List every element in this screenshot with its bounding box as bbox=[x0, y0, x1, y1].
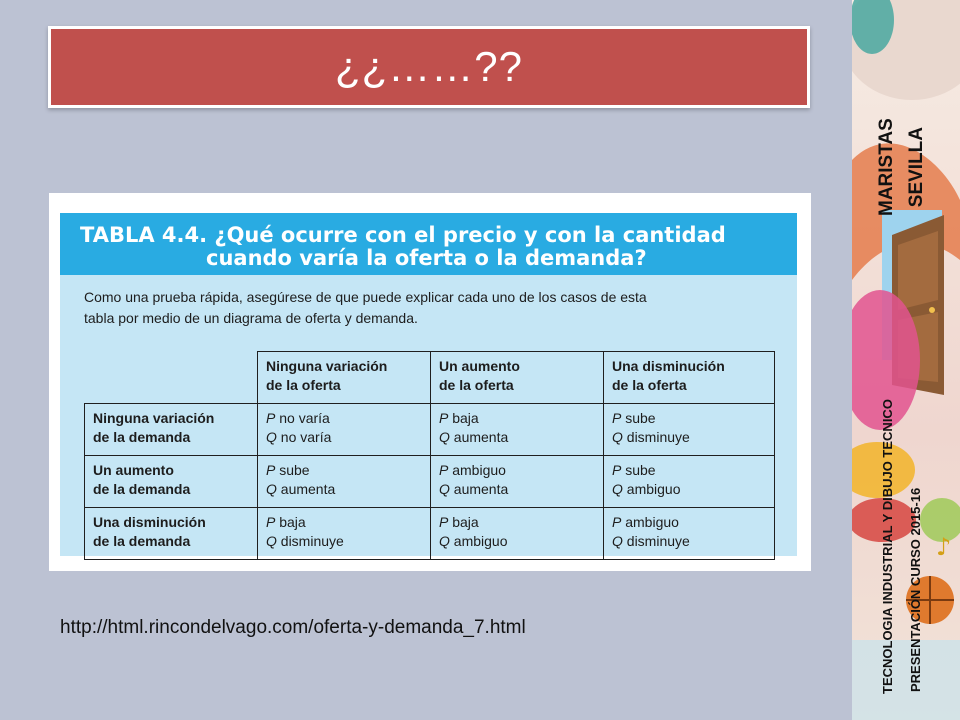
quantity-symbol: Q bbox=[439, 429, 450, 445]
price-symbol: P bbox=[266, 462, 276, 478]
row-header bbox=[85, 456, 258, 508]
row-header-line-1: Un aumento bbox=[93, 462, 174, 478]
quantity-effect: aumenta bbox=[449, 429, 509, 445]
quantity-effect: disminuye bbox=[622, 533, 690, 549]
price-effect: baja bbox=[275, 514, 306, 530]
intro-line-1: Como una prueba rápida, asegúrese de que puede explicar cada uno de los casos de esta bbox=[84, 289, 647, 305]
quantity-symbol: Q bbox=[439, 481, 450, 497]
quantity-symbol: Q bbox=[266, 429, 277, 445]
table-row bbox=[85, 508, 775, 560]
quantity-effect: aumenta bbox=[276, 481, 336, 497]
column-header-line-1: Una disminución bbox=[612, 358, 725, 374]
quantity-effect: ambiguo bbox=[449, 533, 508, 549]
svg-text:♪: ♪ bbox=[936, 533, 952, 561]
price-symbol: P bbox=[612, 462, 622, 478]
price-symbol: P bbox=[439, 410, 449, 426]
row-header bbox=[85, 404, 258, 456]
table-row bbox=[85, 456, 775, 508]
table-heading-line-2: cuando varía la oferta o la demanda? bbox=[206, 246, 647, 270]
table-cell bbox=[431, 508, 604, 560]
row-header-line-2: de la demanda bbox=[93, 533, 191, 549]
table-cell bbox=[258, 456, 431, 508]
price-effect: no varía bbox=[275, 410, 330, 426]
quantity-symbol: Q bbox=[612, 481, 623, 497]
row-header-line-1: Ninguna variación bbox=[93, 410, 215, 426]
row-header-line-2: de la demanda bbox=[93, 429, 191, 445]
price-symbol: P bbox=[439, 514, 449, 530]
supply-demand-table-image bbox=[49, 193, 811, 571]
table-cell bbox=[431, 456, 604, 508]
column-header-line-1: Un aumento bbox=[439, 358, 520, 374]
price-symbol: P bbox=[612, 514, 622, 530]
slide-title-bar bbox=[48, 26, 810, 108]
course-line-2: PRESENTACIÓN CURSO 2015-16 bbox=[908, 487, 923, 692]
column-header bbox=[431, 352, 604, 404]
brand-line-1: MARISTAS bbox=[876, 118, 897, 216]
table-panel bbox=[60, 213, 797, 556]
row-header bbox=[85, 508, 258, 560]
quantity-symbol: Q bbox=[612, 533, 623, 549]
price-symbol: P bbox=[266, 514, 276, 530]
brand-line-2: SEVILLA bbox=[906, 126, 927, 208]
column-header-line-2: de la oferta bbox=[439, 377, 514, 393]
price-effect: baja bbox=[448, 410, 479, 426]
supply-demand-table bbox=[84, 351, 775, 560]
price-effect: ambiguo bbox=[448, 462, 506, 478]
table-heading-banner bbox=[60, 213, 797, 275]
row-header-line-2: de la demanda bbox=[93, 481, 191, 497]
column-header-line-1: Ninguna variación bbox=[266, 358, 388, 374]
slide-title: ¿¿……?? bbox=[334, 43, 524, 90]
column-header-line-2: de la oferta bbox=[266, 377, 341, 393]
table-row bbox=[85, 404, 775, 456]
brand-label bbox=[872, 118, 932, 216]
quantity-effect: disminuye bbox=[622, 429, 690, 445]
price-effect: sube bbox=[275, 462, 310, 478]
course-label bbox=[874, 399, 930, 694]
price-effect: ambiguo bbox=[621, 514, 679, 530]
quantity-effect: disminuye bbox=[276, 533, 344, 549]
course-line-1: TECNOLOGIA INDUSTRIAL Y DIBUJO TECNICO bbox=[880, 399, 895, 694]
table-cell bbox=[604, 508, 775, 560]
table-header-row bbox=[85, 352, 775, 404]
quantity-symbol: Q bbox=[266, 533, 277, 549]
column-header-line-2: de la oferta bbox=[612, 377, 687, 393]
price-symbol: P bbox=[439, 462, 449, 478]
price-effect: sube bbox=[621, 410, 656, 426]
column-header bbox=[258, 352, 431, 404]
table-heading-line-1: TABLA 4.4. ¿Qué ocurre con el precio y con la cantidad bbox=[80, 223, 726, 247]
quantity-effect: aumenta bbox=[449, 481, 509, 497]
quantity-symbol: Q bbox=[439, 533, 450, 549]
quantity-effect: no varía bbox=[276, 429, 332, 445]
column-header bbox=[604, 352, 775, 404]
table-cell bbox=[431, 404, 604, 456]
price-symbol: P bbox=[612, 410, 622, 426]
sidebar-photo bbox=[852, 0, 960, 720]
quantity-effect: ambiguo bbox=[622, 481, 681, 497]
quantity-symbol: Q bbox=[266, 481, 277, 497]
table-cell bbox=[258, 404, 431, 456]
price-effect: sube bbox=[621, 462, 656, 478]
table-cell bbox=[604, 404, 775, 456]
table-corner-cell bbox=[85, 352, 258, 404]
row-header-line-1: Una disminución bbox=[93, 514, 206, 530]
table-cell bbox=[604, 456, 775, 508]
quantity-symbol: Q bbox=[612, 429, 623, 445]
price-symbol: P bbox=[266, 410, 276, 426]
price-effect: baja bbox=[448, 514, 479, 530]
source-url: http://html.rincondelvago.com/oferta-y-demanda_7.html bbox=[60, 617, 526, 638]
intro-line-2: tabla por medio de un diagrama de oferta y demanda. bbox=[84, 310, 418, 326]
table-intro-text bbox=[84, 287, 784, 329]
table-cell bbox=[258, 508, 431, 560]
